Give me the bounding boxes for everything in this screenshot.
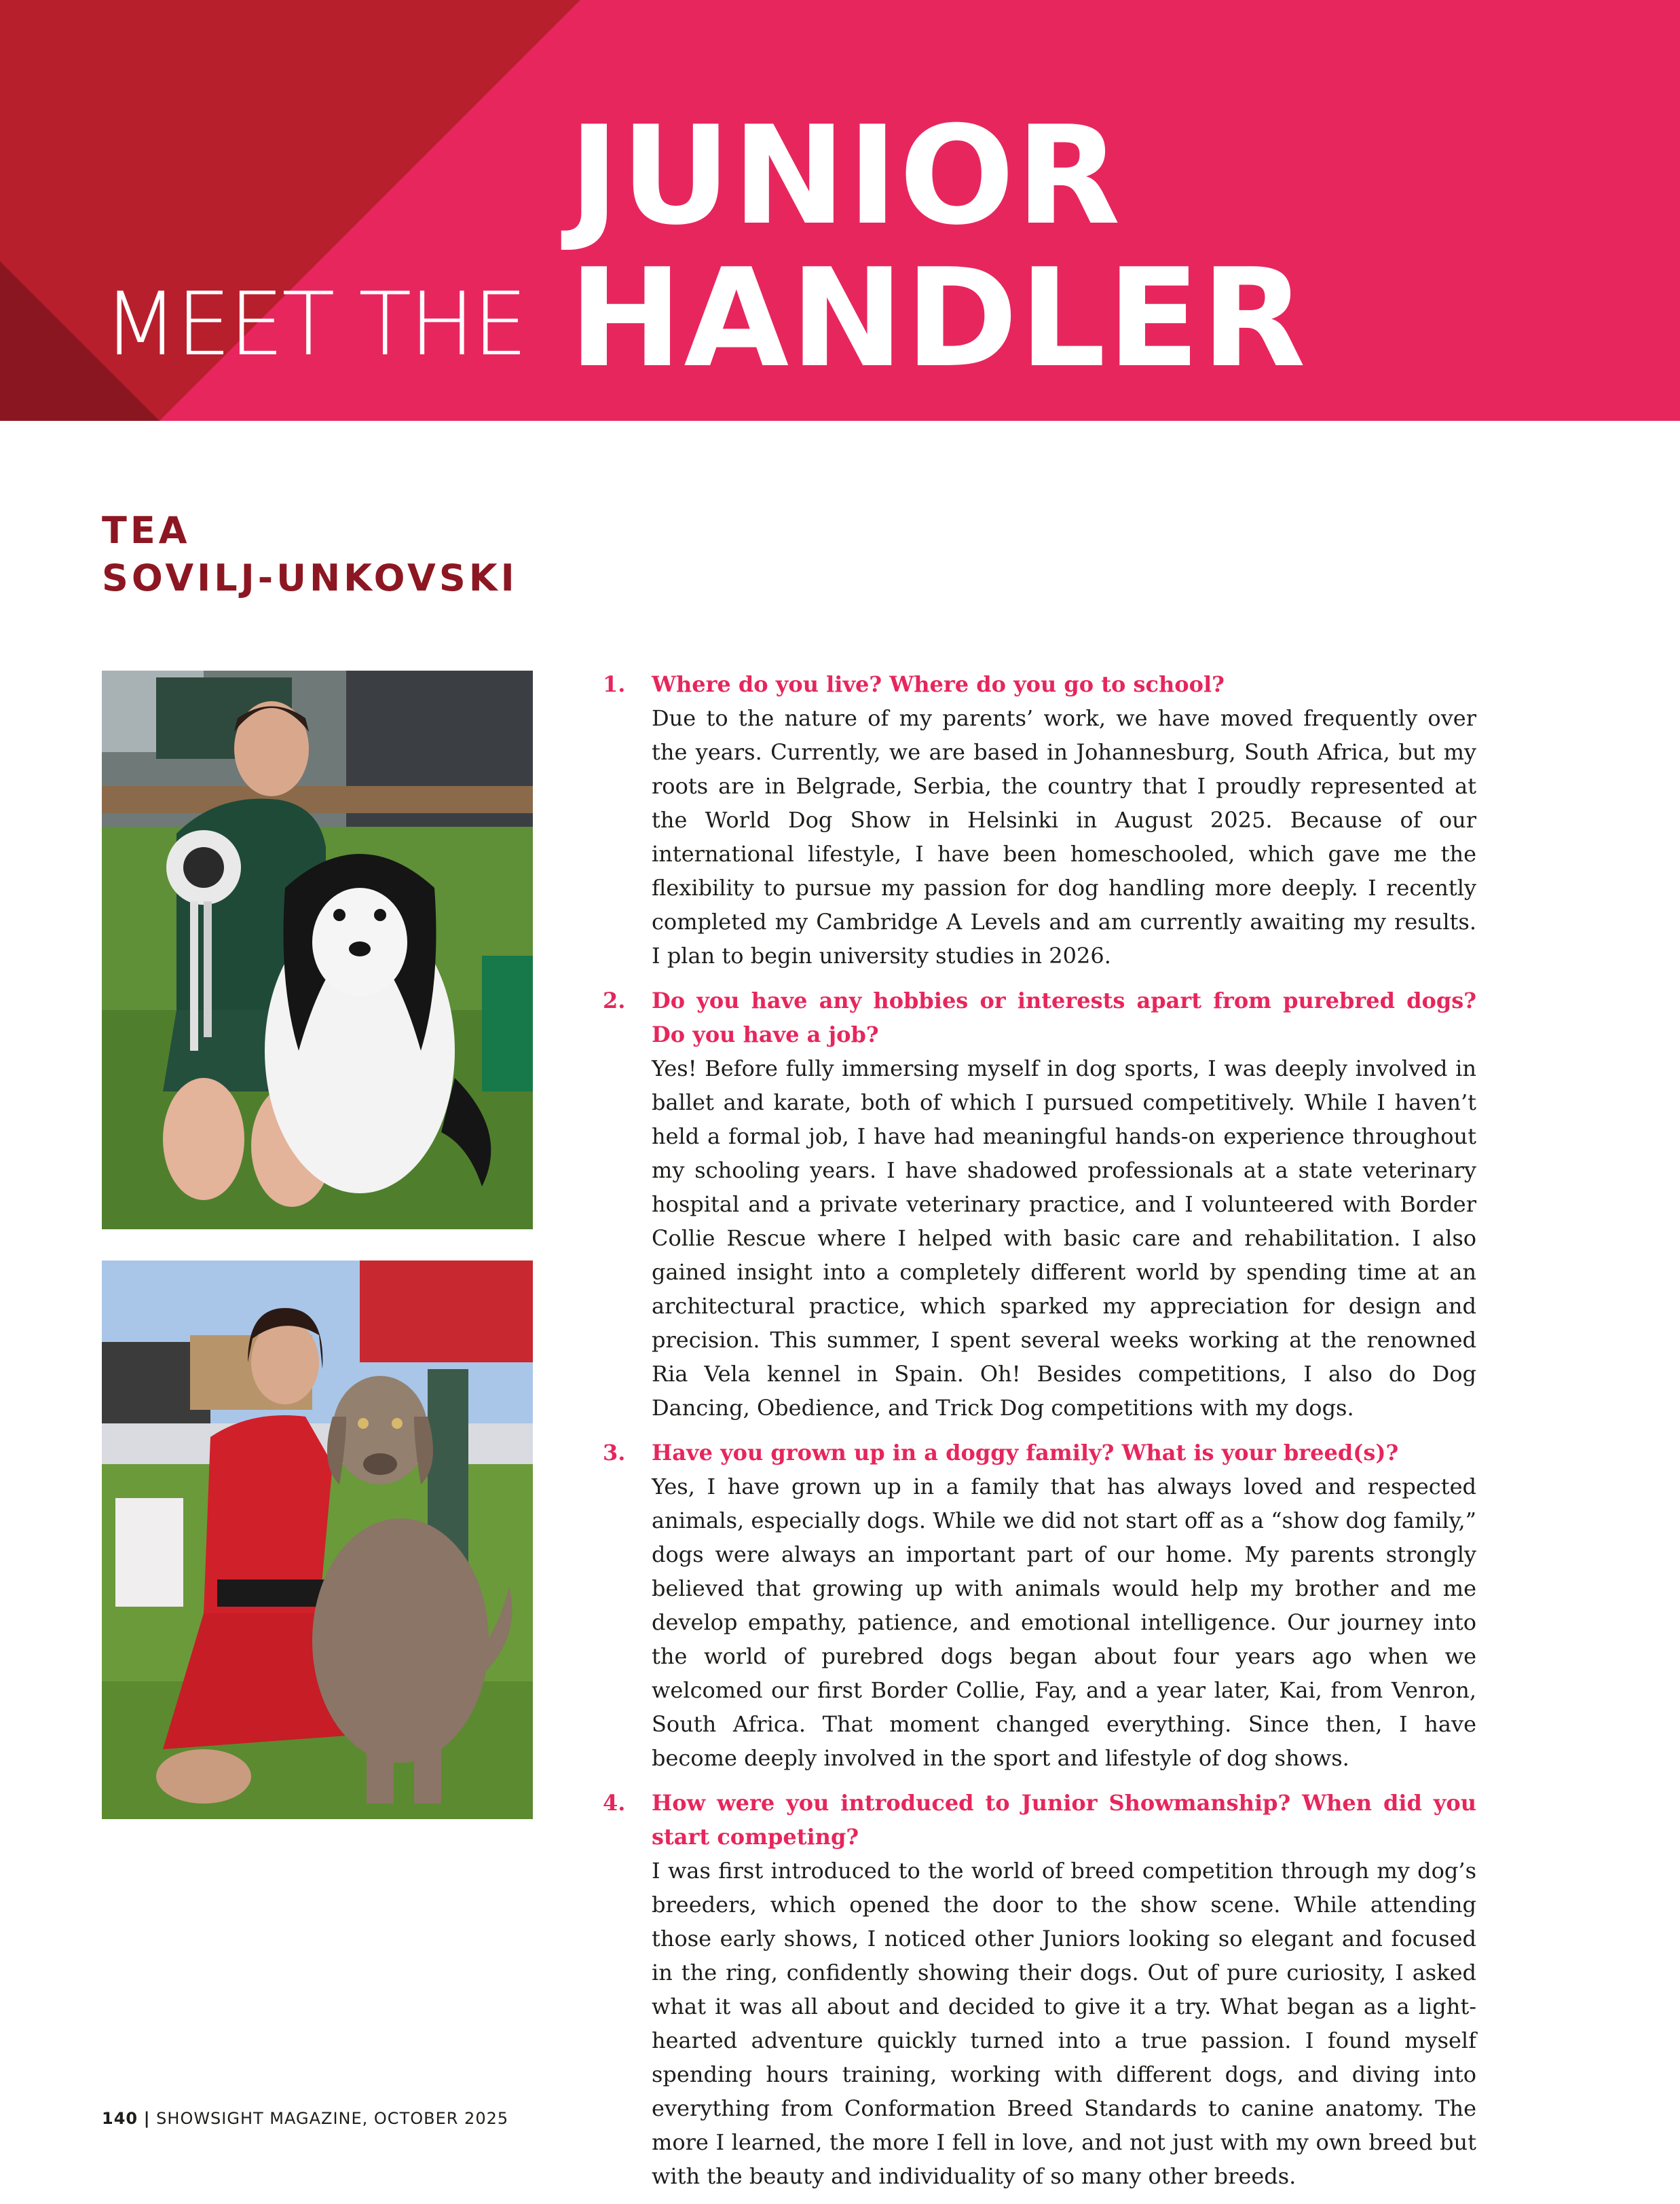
question-text: Where do you live? Where do you go to school?	[652, 671, 1225, 697]
profile-first-name: TEA	[102, 509, 191, 552]
qa-item	[597, 984, 1476, 1425]
footer-separator: |	[143, 2109, 151, 2128]
question-number: 3.	[603, 1440, 626, 1465]
answer-text: Yes! Before fully immersing myself in dog sports, I was deeply involved in ballet and karate, both of which I pursued competitively. While I haven’t held a formal job, I have had meaningful hands-on experience throughout my schooling years. I have shadowed professionals at a state veterinary hospital and a private veterinary practice, and I volunteered with Border Collie Rescue where I helped with basic care and rehabilitation. I also gained insight into a completely different world by spending time at an architectural practice, which sparked my appreciation for design and precision. This summer, I spent several weeks working at the renowned Ria Vela kennel in Spain. Oh! Besides competitions, I also do Dog Dancing, Obedience, and Trick Dog competitions with my dogs.	[652, 1056, 1476, 1421]
question-text: Do you have any hobbies or interests apart from purebred dogs? Do you have a job?	[652, 988, 1476, 1047]
answer-text: I was first introduced to the world of breed competition through my dog’s breeders, which opened the door to the show scene. While attending those early shows, I noticed other Juniors looking so elegant and focused in the ring, confidently showing their dogs. Out of pure curiosity, I asked what it was all about and decided to give it a try. What began as a light-hearted adventure quickly turned into a true passion. I found myself spending hours training, working with different dogs, and diving into everything from Conformation Breed Standards to canine anatomy. The more I learned, the more I fell in love, and not just with my own breed but with the beauty and individuality of so many other breeds.	[652, 1858, 1476, 2189]
question-number: 1.	[603, 671, 626, 697]
meet-the-label: MEET THE	[103, 274, 526, 375]
page-footer	[102, 2109, 508, 2128]
question-text: How were you introduced to Junior Showmanship? When did you start competing?	[652, 1790, 1476, 1850]
handler-with-border-collie-photo	[102, 671, 533, 1229]
header-banner	[0, 0, 1680, 421]
answer-text: Due to the nature of my parents’ work, we have moved frequently over the years. Currently, we are based in Johannesburg, South Africa, but my roots are in Belgrade, Serbia, the country that I proudly represented at the World Dog Show in Helsinki in August 2025. Because of our international lifestyle, I have been homeschooled, which gave me the flexibility to pursue my passion for dog handling more deeply. I recently completed my Cambridge A Levels and am currently awaiting my results. I plan to begin university studies in 2026.	[652, 705, 1476, 969]
qa-list	[597, 667, 1476, 2204]
question-number: 2.	[603, 988, 626, 1013]
page-number: 140	[102, 2109, 138, 2128]
qa-item	[597, 1786, 1476, 2193]
handler-with-weimaraner-photo	[102, 1260, 533, 1819]
qa-item	[597, 667, 1476, 973]
profile-last-name: SOVILJ-UNKOVSKI	[102, 557, 518, 599]
title-handler: HANDLER	[569, 240, 1307, 398]
question-text: Have you grown up in a doggy family? What is your breed(s)?	[652, 1440, 1399, 1465]
qa-item	[597, 1436, 1476, 1775]
answer-text: Yes, I have grown up in a family that has always loved and respected animals, especially dogs. While we did not start off as a “show dog family,” dogs were always an important part of our home. My parents strongly believed that growing up with animals would help my brother and me develop empathy, patience, and emotional intelligence. Our journey into the world of purebred dogs began about four years ago when we welcomed our first Border Collie, Fay, and a year later, Kai, from Venron, South Africa. That moment changed everything. Since then, I have become deeply involved in the sport and lifestyle of dog shows.	[652, 1474, 1476, 1771]
publication-name: SHOWSIGHT MAGAZINE, OCTOBER 2025	[156, 2109, 509, 2128]
title-junior: JUNIOR	[569, 97, 1122, 255]
question-number: 4.	[603, 1790, 626, 1816]
